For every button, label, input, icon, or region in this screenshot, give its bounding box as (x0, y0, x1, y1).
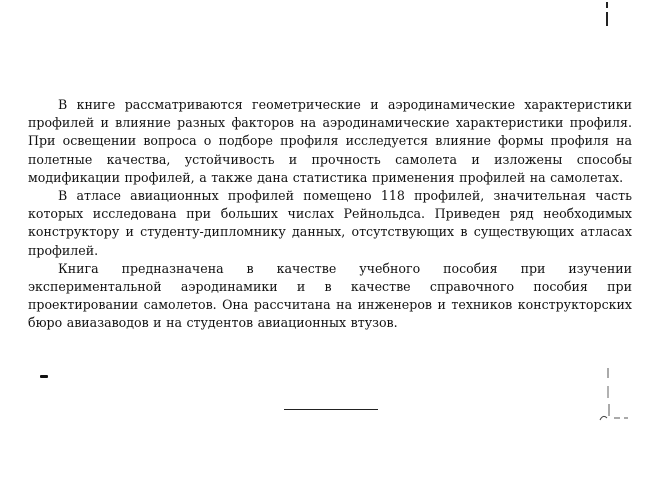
scan-edge-mark-bottom (592, 368, 632, 428)
scan-dash-mark (40, 375, 48, 378)
annotation-paragraph-3: Книга предназначена в качестве учебного пособия при изучении экспериментальной аэродинамики и в качестве справочного пособия при проектировании самолетов. Она рассчитана на инженеров и техников конструкторских бюро авиазаводов и на студентов авиационных втузов. (28, 260, 632, 331)
scan-edge-mark-top (606, 0, 609, 28)
annotation-paragraph-1: В книге рассматриваются геометрические и аэродинамические характеристики профилей и влияние разных факторов на аэродинамические характеристики профиля. При освещении вопроса о подборе профиля исследуется влияние формы профиля на полетные качества, устойчивость и прочность самолета и изложены способы модификации профилей, а также дана статистика применения профилей на самолетах. (28, 97, 632, 185)
closing-rule (284, 409, 378, 410)
annotation-paragraph-2: В атласе авиационных профилей помещено 118 профилей, значительная часть которых исследована при больших числах Рейнольдса. Приведен ряд необходимых конструктору и студенту-дипломнику данных, отсутствующих в существующих атласах профилей. (28, 188, 632, 258)
annotation-text (28, 96, 632, 333)
